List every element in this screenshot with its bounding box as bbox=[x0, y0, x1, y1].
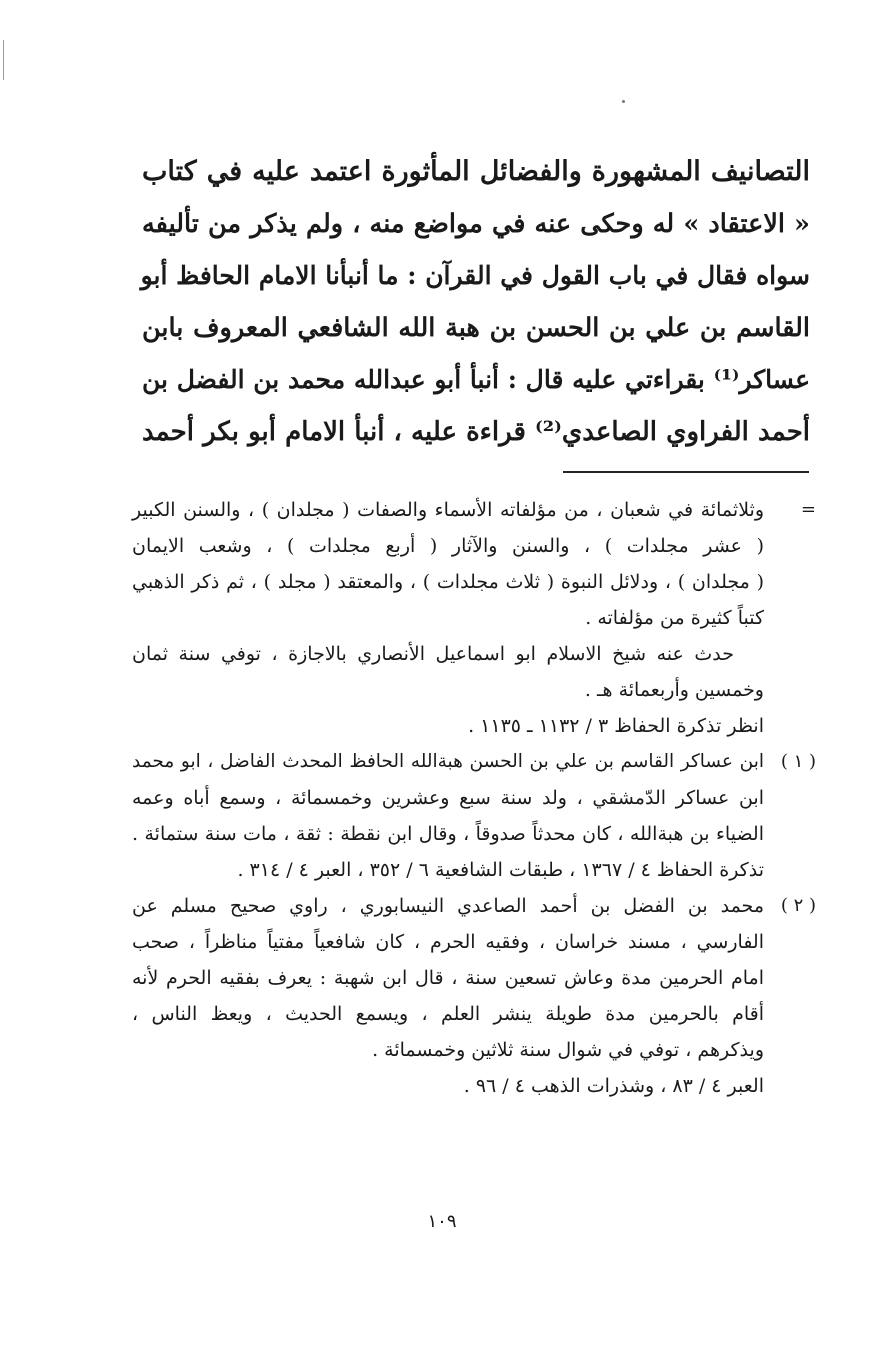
footnote-line: وثلاثمائة في شعبان ، من مؤلفاته الأسماء والصفات ( مجلدان ) ، والسنن الكبير bbox=[132, 499, 764, 521]
footnote-line: ( مجلدان ) ، ودلائل النبوة ( ثلاث مجلدات ) ، والمعتقد ( مجلد ) ، ثم ذكر الذهبي bbox=[132, 571, 764, 593]
footnote-line: محمد بن الفضل بن أحمد الصاعدي النيسابوري ، راوي صحيح مسلم عن bbox=[132, 895, 764, 917]
footnote-line: الفارسي ، مسند خراسان ، وفقيه الحرم ، كان شافعياً مفتياً مناظراً ، صحب bbox=[132, 931, 764, 953]
footnote-line: حدث عنه شيخ الاسلام ابو اسماعيل الأنصاري بالاجازة ، توفي سنة ثمان bbox=[132, 643, 734, 665]
page-number: ١٠٩ bbox=[427, 1211, 457, 1232]
footnote-2 bbox=[132, 888, 816, 1104]
footnote-separator bbox=[563, 471, 809, 473]
main-text-line: القاسم بن علي بن الحسن بن هبة الله الشافعي المعروف بابن bbox=[142, 313, 810, 343]
footnote-line: تذكرة الحفاظ ٤ / ١٣٦٧ ، طبقات الشافعية ٦ / ٣٥٢ ، العبر ٤ / ٣١٤ . bbox=[237, 859, 764, 881]
footnotes bbox=[132, 492, 816, 1104]
main-text-line: سواه فقال في باب القول في القرآن : ما أنبأنا الامام الحافظ أبو bbox=[140, 261, 810, 290]
footnote-line: كتباً كثيرة من مؤلفاته . bbox=[585, 607, 764, 629]
margin-mark bbox=[3, 40, 4, 80]
footnote-1 bbox=[132, 744, 816, 888]
main-text-line: عساكر⁽¹⁾ بقراءتي عليه قال : أنبأ أبو عبدالله محمد بن الفضل بن bbox=[142, 365, 810, 394]
scan-speck bbox=[622, 100, 625, 103]
footnote-line: ابن عساكر القاسم بن علي بن الحسن هبةالله الحافظ المحدث الفاضل ، ابو محمد bbox=[132, 751, 764, 772]
footnote-continuation bbox=[132, 492, 816, 744]
footnote-line: أقام بالحرمين مدة طويلة ينشر العلم ، ويسمع الحديث ، ويعظ الناس ، bbox=[132, 1003, 764, 1025]
footnote-line: انظر تذكرة الحفاظ ٣ / ١١٣٢ ـ ١١٣٥ . bbox=[468, 715, 764, 737]
footnote-line: ويذكرهم ، توفي في شوال سنة ثلاثين وخمسمائة . bbox=[372, 1039, 764, 1061]
footnote-line: امام الحرمين مدة وعاش تسعين سنة ، قال ابن شهبة : يعرف بفقيه الحرم لأنه bbox=[132, 967, 764, 989]
main-text-line: التصانيف المشهورة والفضائل المأثورة اعتمد عليه في كتاب bbox=[142, 156, 810, 187]
main-text-line: « الاعتقاد » له وحكى عنه في مواضع منه ، ولم يذكر من تأليفه bbox=[142, 209, 810, 239]
footnote-marker: = bbox=[800, 499, 816, 520]
footnote-line: ابن عساكر الدّمشقي ، ولد سنة سبع وعشرين وخمسمائة ، وسمع أباه وعمه bbox=[132, 787, 764, 809]
footnote-line: العبر ٤ / ٨٣ ، وشذرات الذهب ٤ / ٩٦ . bbox=[463, 1075, 764, 1097]
main-text bbox=[142, 146, 810, 458]
footnote-line: الضياء بن هبةالله ، كان محدثاً صدوقاً ، وقال ابن نقطة : ثقة ، مات سنة ستمائة . bbox=[132, 823, 764, 845]
footnote-line: وخمسين وأربعمائة هـ . bbox=[584, 679, 764, 701]
footnote-marker: ( ١ ) bbox=[780, 751, 816, 772]
footnote-line: ( عشر مجلدات ) ، والسنن والآثار ( أربع مجلدات ) ، وشعب الايمان bbox=[132, 535, 764, 557]
footnote-marker: ( ٢ ) bbox=[780, 895, 816, 916]
main-text-line: أحمد الفراوي الصاعدي⁽²⁾ قراءة عليه ، أنبأ الامام أبو بكر أحمد bbox=[142, 417, 810, 447]
